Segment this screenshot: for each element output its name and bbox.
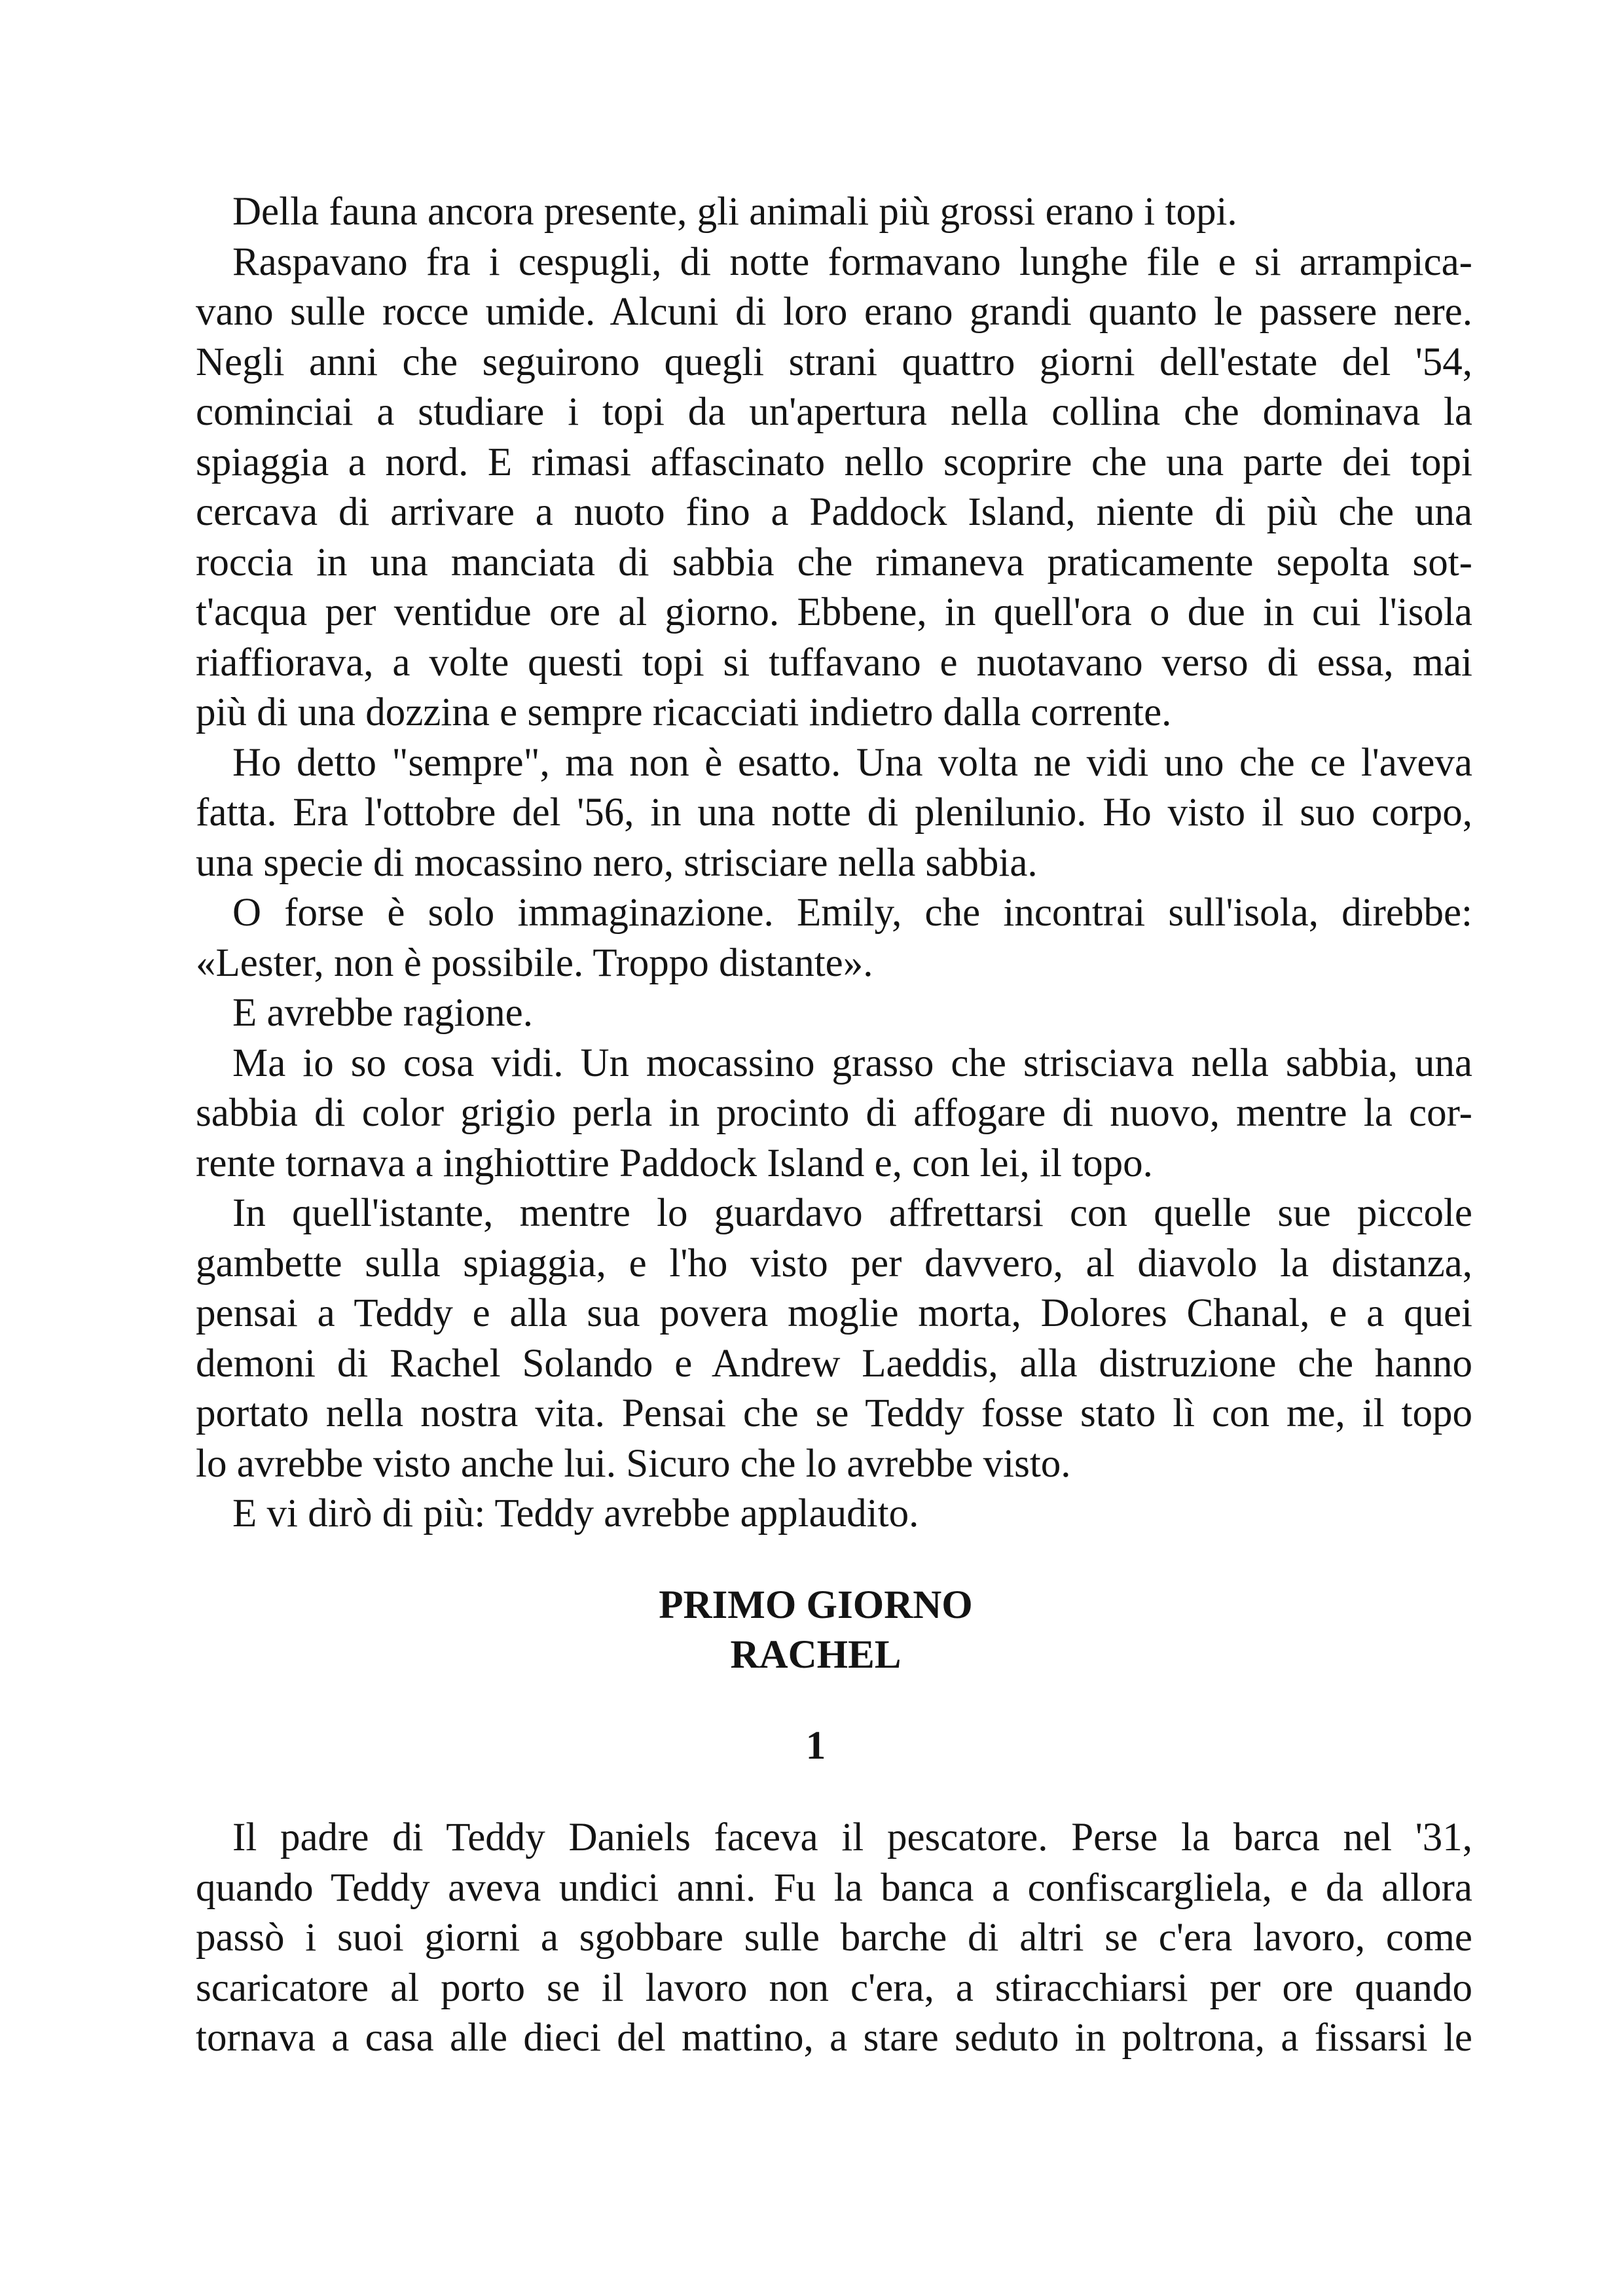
section-subtitle: RACHEL <box>730 1633 902 1677</box>
paragraph <box>159 738 1472 889</box>
text-line: O forse è solo immaginazione. Emily, che incontrai sull'isola, direbbe: <box>232 891 1472 935</box>
text-column <box>159 187 1472 2064</box>
text-line: più di una dozzina e sempre ricacciati indietro dalla corrente. <box>196 691 1172 734</box>
chapter-paragraph <box>159 1813 1472 2064</box>
text-line: tornava a casa alle dieci del mattino, a stare seduto in poltrona, a fissarsi le <box>196 2016 1472 2060</box>
text-line: In quell'istante, mentre lo guardavo affrettarsi con quelle sue piccole <box>232 1191 1472 1235</box>
paragraph <box>159 1039 1472 1189</box>
text-line: cercava di arrivare a nuoto fino a Paddock Island, niente di più che una <box>196 490 1472 534</box>
section-title: PRIMO GIORNO <box>659 1583 973 1627</box>
text-line: demoni di Rachel Solando e Andrew Laeddis, alla distruzione che hanno <box>196 1341 1472 1386</box>
text-line: una specie di mocassino nero, strisciare nella sabbia. <box>196 840 1038 885</box>
text-line: cominciai a studiare i topi da un'apertura nella collina che dominava la <box>196 390 1472 434</box>
text-line: sabbia di color grigio perla in procinto di affogare di nuovo, mentre la cor- <box>196 1091 1472 1135</box>
paragraph <box>159 238 1472 738</box>
paragraph <box>159 1489 1472 1539</box>
paragraph <box>159 187 1472 238</box>
text-line: Ma io so cosa vidi. Un mocassino grasso che strisciava nella sabbia, una <box>232 1041 1472 1085</box>
text-line: rente tornava a inghiottire Paddock Island e, con lei, il topo. <box>196 1141 1153 1185</box>
text-line: Il padre di Teddy Daniels faceva il pescatore. Perse la barca nel '31, <box>232 1816 1472 1859</box>
text-line: vano sulle rocce umide. Alcuni di loro erano grandi quanto le passere nere. <box>196 290 1472 334</box>
text-line: Raspavano fra i cespugli, di notte formavano lunghe file e si arrampica- <box>232 240 1472 284</box>
text-line: scaricatore al porto se il lavoro non c'era, a stiracchiarsi per ore quando <box>196 1965 1472 2010</box>
text-line: riaffiorava, a volte questi topi si tuffavano e nuotavano verso di essa, mai <box>196 640 1472 685</box>
text-line: t'acqua per ventidue ore al giorno. Ebbene, in quell'ora o due in cui l'isola <box>196 590 1472 634</box>
text-line: lo avrebbe visto anche lui. Sicuro che lo avrebbe visto. <box>196 1441 1071 1486</box>
text-line: Della fauna ancora presente, gli animali più grossi erano i topi. <box>232 190 1237 234</box>
text-line: pensai a Teddy e alla sua povera moglie morta, Dolores Chanal, e a quei <box>196 1291 1472 1335</box>
text-line: gambette sulla spiaggia, e l'ho visto per davvero, al diavolo la distanza, <box>196 1241 1472 1285</box>
text-line: spiaggia a nord. E rimasi affascinato nello scoprire che una parte dei topi <box>196 440 1472 484</box>
chapter-number-text: 1 <box>805 1723 826 1768</box>
paragraph <box>159 1189 1472 1489</box>
text-line: portato nella nostra vita. Pensai che se Teddy fosse stato lì con me, il topo <box>196 1391 1472 1435</box>
text-line: quando Teddy aveva undici anni. Fu la banca a confiscargliela, e da allora <box>196 1865 1472 1910</box>
text-line: roccia in una manciata di sabbia che rimaneva praticamente sepolta sot- <box>196 540 1472 584</box>
chapter-number <box>159 1721 1472 1772</box>
text-line: Ho detto "sempre", ma non è esatto. Una volta ne vidi uno che ce l'aveva <box>232 740 1472 785</box>
section-heading <box>159 1581 1472 1681</box>
text-line: E avrebbe ragione. <box>232 991 533 1035</box>
text-line: Negli anni che seguirono quegli strani quattro giorni dell'estate del '54, <box>196 340 1472 384</box>
text-line: E vi dirò di più: Teddy avrebbe applaudito. <box>232 1492 919 1535</box>
paragraph <box>159 988 1472 1039</box>
paragraph <box>159 888 1472 988</box>
text-line: passò i suoi giorni a sgobbare sulle barche di altri se c'era lavoro, come <box>196 1916 1472 1960</box>
text-line: «Lester, non è possibile. Troppo distante». <box>196 941 873 985</box>
text-line: fatta. Era l'ottobre del '56, in una notte di plenilunio. Ho visto il suo corpo, <box>196 791 1472 834</box>
